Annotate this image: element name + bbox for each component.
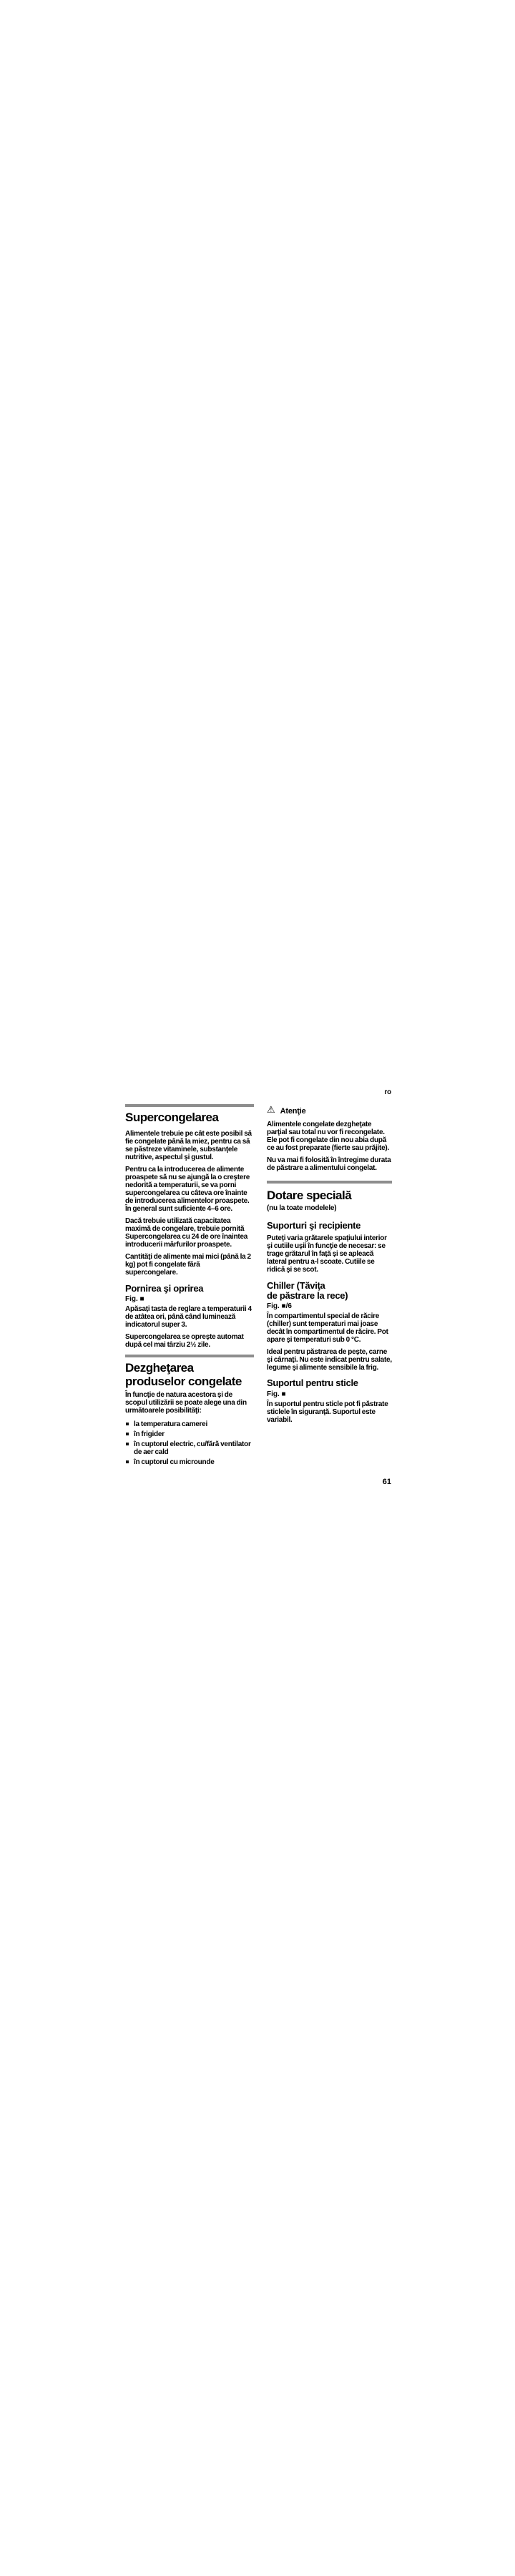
section-rule [125, 1355, 254, 1357]
body-paragraph: Pentru ca la introducerea de alimente proaspete să nu se ajungă la o creştere nedorită a temperaturii, se va porni supercongelarea cu câteva ore înainte de introducerea alimentelor proaspete. În general sunt suficiente 4–6 ore. [125, 1166, 250, 1213]
bullet-square-icon [126, 1433, 129, 1435]
section-rule [267, 1181, 392, 1184]
section-rule [125, 1104, 254, 1107]
body-paragraph: În compartimentul special de răcire (chiller) sunt temperaturi mai joase decât în compartimentul de răcire. Pot apare şi temperaturi sub 0 °C. [267, 1312, 388, 1344]
list-item-label: în cuptorul cu microunde [134, 1458, 215, 1466]
subsection-heading-line: de păstrare la rece) [267, 1290, 348, 1301]
subsection-heading-pornirea: Pornirea şi oprirea [125, 1283, 204, 1294]
list-item [125, 1458, 254, 1466]
section-title-line: produselor congelate [125, 1375, 242, 1388]
list-item-label: în cuptorul electric, cu/fără ventilator de aer cald [134, 1440, 251, 1456]
section-title-dezghetarea [125, 1361, 254, 1388]
language-code: ro [384, 1088, 391, 1096]
body-paragraph: Alimentele congelate dezgheţate parţial sau total nu vor fi recongelate. Ele pot fi congelate din nou abia după ce au fost preparate (fierte sau prăjite). [267, 1121, 390, 1152]
subsection-heading-line: Chiller (Tăviţa [267, 1280, 325, 1291]
warning-heading: Atenţie [280, 1107, 306, 1116]
right-column [267, 1087, 392, 1468]
bullet-square-icon [126, 1460, 129, 1463]
section-title-supercongelarea: Supercongelarea [125, 1111, 219, 1124]
section-subtitle: (nu la toate modelele) [267, 1204, 337, 1212]
body-paragraph: Supercongelarea se opreşte automat după cel mai târziu 2½ zile. [125, 1333, 244, 1349]
list-item-label: în frigider [134, 1430, 165, 1438]
body-paragraph: Apăsaţi tasta de reglare a temperaturii 4 de atâtea ori, până când luminează indicatorul super 3. [125, 1305, 252, 1329]
warning-icon: ⚠ [267, 1105, 275, 1116]
section-title-dotare: Dotare specială [267, 1189, 352, 1202]
list-item [125, 1420, 254, 1428]
manual-page [125, 1087, 392, 1486]
body-paragraph: Nu va mai fi folosită în întregime durata de păstrare a alimentului congelat. [267, 1156, 391, 1172]
list-item [125, 1430, 254, 1438]
figure-reference: Fig. ■/6 [267, 1302, 292, 1310]
bullet-square-icon [126, 1423, 129, 1425]
body-paragraph: Ideal pentru păstrarea de peşte, carne şi cârnaţi. Nu este indicat pentru salate, legume şi alimente sensibile la frig. [267, 1348, 392, 1372]
section-title-line: Dezgheţarea [125, 1361, 194, 1375]
page-columns [125, 1087, 392, 1468]
options-list [125, 1420, 254, 1466]
subsection-heading-sticle: Suportul pentru sticle [267, 1377, 358, 1388]
page-number: 61 [382, 1478, 391, 1486]
list-item [125, 1440, 254, 1456]
left-column [125, 1087, 254, 1468]
body-paragraph: Dacă trebuie utilizată capacitatea maximă de congelare, trebuie pornită Supercongelarea cu 24 de ore înaintea introducerii mărfurilor proaspete. [125, 1217, 248, 1249]
subsection-heading-chiller [267, 1281, 392, 1301]
bullet-square-icon [126, 1443, 129, 1445]
figure-reference: Fig. ■ [125, 1295, 144, 1303]
body-paragraph: Alimentele trebuie pe cât este posibil să fie congelate până la miez, pentru ca să se păstreze vitaminele, substanţele nutritive, aspectul şi gustul. [125, 1130, 252, 1161]
body-paragraph: Cantităţi de alimente mai mici (până la 2 kg) pot fi congelate fără supercongelare. [125, 1253, 251, 1277]
body-paragraph: În funcţie de natura acestora şi de scopul utilizării se poate alege una din următoarele posibilităţi: [125, 1391, 247, 1415]
subsection-heading-suporturi: Suporturi şi recipiente [267, 1220, 361, 1231]
list-item-label: la temperatura camerei [134, 1420, 208, 1428]
body-paragraph: În suportul pentru sticle pot fi păstrate sticlele în siguranţă. Suportul este variabil. [267, 1400, 388, 1424]
body-paragraph: Puteţi varia grătarele spaţiului interior şi cutiile uşii în funcţie de necesar: se trage grătarul în faţă şi se apleacă lateral pentru a-l scoate. Cutiile se ridică şi se scot. [267, 1234, 387, 1274]
warning-block-header [267, 1106, 392, 1116]
figure-reference: Fig. ■ [267, 1390, 286, 1398]
